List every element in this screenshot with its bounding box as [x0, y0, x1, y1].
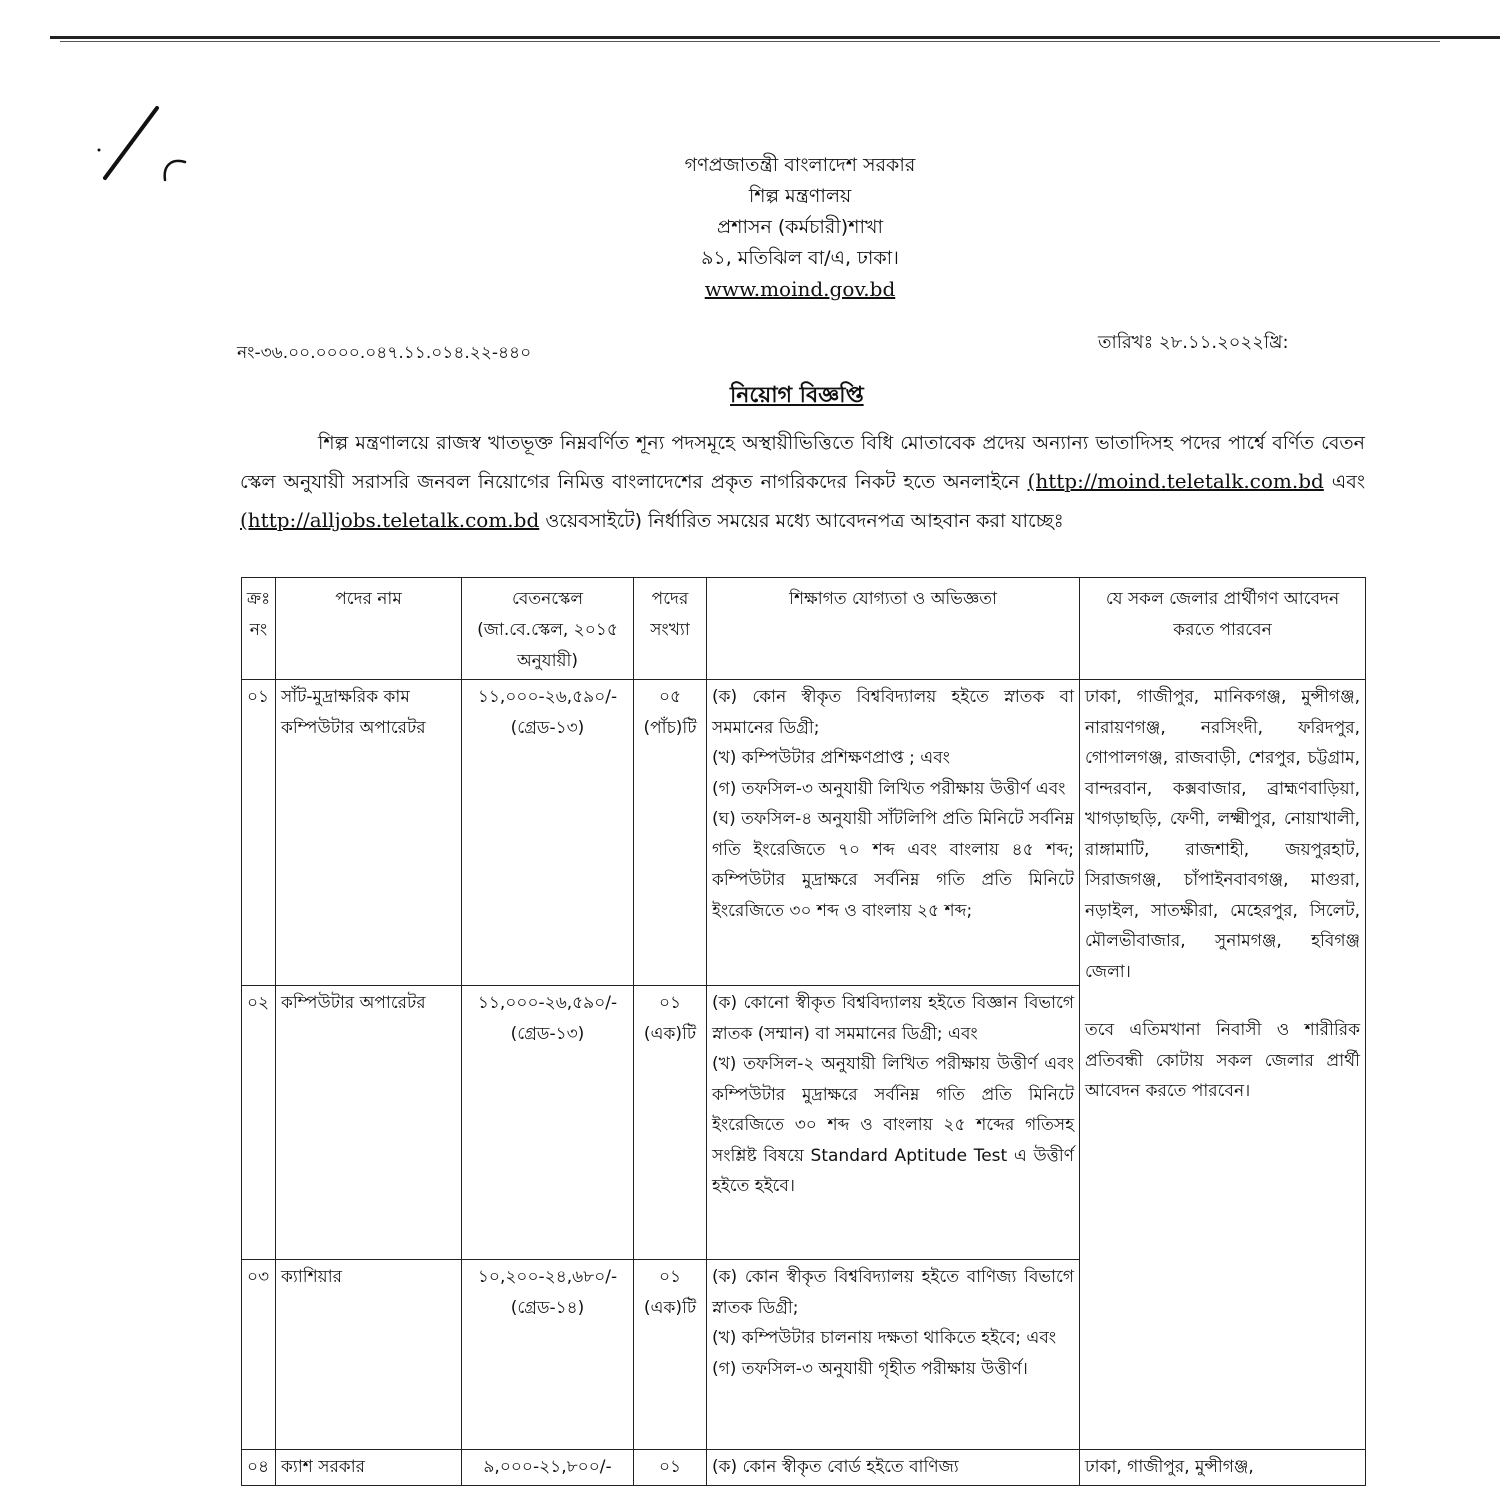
row-count-cell	[634, 986, 707, 1260]
row-count-words: (এক)টি	[643, 1023, 697, 1044]
qualification-item: (ক) কোনো স্বীকৃত বিশ্ববিদ্যালয় হইতে বিজ্ঞান বিভাগে স্নাতক (সম্মান) বা সমমানের ডিগ্রী; এবং	[712, 993, 1074, 1044]
qualification-item: (খ) কম্পিউটার চালনায় দক্ষতা থাকিতে হইবে; এবং	[712, 1328, 1057, 1348]
header-serial: ক্রঃ নং	[242, 578, 276, 680]
row-count-cell	[634, 680, 707, 986]
row-count-words: (পাঁচ)টি	[643, 717, 697, 738]
header-pay-scale: বেতনস্কেল (জা.বে.স্কেল, ২০১৫ অনুযায়ী)	[462, 578, 634, 680]
row-count: ০১	[658, 993, 682, 1013]
row-post-name: কম্পিউটার অপারেটর	[276, 986, 462, 1260]
intro-text-part2: ওয়েবসাইটে) নির্ধারিত সময়ের মধ্যে আবেদনপত্র আহবান করা যাচ্ছেঃ	[545, 510, 1064, 532]
qualification-item: (গ) তফসিল-৩ অনুযায়ী গৃহীত পরীক্ষায় উত্তীর্ণ।	[712, 1358, 1028, 1379]
row-qualifications	[707, 680, 1080, 986]
teletalk-alljobs-link[interactable]: (http://alljobs.teletalk.com.bd	[240, 508, 540, 532]
row-pay-scale-cell	[462, 986, 634, 1260]
qualification-item: (ক) কোন স্বীকৃত বিশ্ববিদ্যালয় হইতে স্নাতক বা সমমানের ডিগ্রী;	[712, 687, 1074, 738]
row-serial: ০৪	[242, 1450, 276, 1486]
eligible-districts-cell	[1080, 680, 1366, 1450]
intro-conjunction: এবং	[1331, 471, 1366, 493]
row-post-name: ক্যাশ সরকার	[276, 1450, 462, 1486]
header-post-name: পদের নাম	[276, 578, 462, 680]
ministry-website-link[interactable]: www.moind.gov.bd	[704, 277, 896, 301]
row-qualifications	[707, 1450, 1080, 1486]
row-post-name: সাঁট-মুদ্রাক্ষরিক কাম কম্পিউটার অপারেটর	[276, 680, 462, 986]
row-serial: ০৩	[242, 1260, 276, 1450]
table-row	[242, 1450, 1366, 1486]
row-pay-scale: ৯,০০০-২১,৮০০/-	[462, 1450, 634, 1486]
quota-exception-note: তবে এতিমখানা নিবাসী ও শারীরিক প্রতিবন্ধী কোটায় সকল জেলার প্রার্থী আবেদন করতে পারবেন।	[1085, 1020, 1360, 1101]
row-pay-scale-cell	[462, 1260, 634, 1450]
row-post-name: ক্যাশিয়ার	[276, 1260, 462, 1450]
row-grade: (গ্রেড-১৪)	[510, 1297, 585, 1318]
qualification-item: (ক) কোন স্বীকৃত বোর্ড হইতে বাণিজ্য	[712, 1457, 959, 1477]
row-pay-scale-cell	[462, 680, 634, 986]
row-pay-scale: ১১,০০০-২৬,৫৯০/-	[477, 687, 618, 707]
qualification-item: (খ) তফসিল-২ অনুযায়ী লিখিত পরীক্ষায় উত্তীর্ণ এবং কম্পিউটার মুদ্রাক্ষরে সর্বনিম্ন গতি প্রতি মিনিটে ইংরেজিতে ৩০ শব্দ ও বাংলায় ২৫ শব্দের গতিসহ সংশ্লিষ্ট বিষয়ে Standard Aptitude Test এ উত্তীর্ণ হইতে হইবে।	[712, 1054, 1074, 1196]
notice-date: তারিখঃ ২৮.১১.২০২২খ্রি:	[1098, 332, 1289, 353]
eligible-districts-list: ঢাকা, গাজীপুর, মানিকগঞ্জ, মুন্সীগঞ্জ, নারায়ণগঞ্জ, নরসিংদী, ফরিদপুর, গোপালগঞ্জ, রাজবাড়ী, শেরপুর, চট্টগ্রাম, বান্দরবান, কক্সবাজার, ব্রাহ্মণবাড়িয়া, খাগড়াছড়ি, ফেণী, লক্ষ্মীপুর, নোয়াখালী, রাঙ্গামাটি, রাজশাহী, জয়পুরহাট, সিরাজগঞ্জ, চাঁপাইনবাবগঞ্জ, মাগুরা, নড়াইল, সাতক্ষীরা, মেহেরপুর, সিলেট, মৌলভীবাজার, সুনামগঞ্জ, হবিগঞ্জ জেলা।	[1085, 687, 1360, 982]
qualification-item: (গ) তফসিল-৩ অনুযায়ী লিখিত পরীক্ষায় উত্তীর্ণ এবং	[712, 778, 1066, 799]
eligible-districts-list-2: ঢাকা, গাজীপুর, মুন্সীগঞ্জ,	[1080, 1450, 1366, 1486]
ministry-name: শিল্প মন্ত্রণালয়	[748, 185, 852, 207]
qualification-item: (ঘ) তফসিল-৪ অনুযায়ী সাঁটলিপি প্রতি মিনিটে সর্বনিম্ন গতি ইংরেজিতে ৭০ শব্দ এবং বাংলায় ৪৫ শব্দ; কম্পিউটার মুদ্রাক্ষরে সর্বনিম্ন গতি প্রতি মিনিটে ইংরেজিতে ৩০ শব্দ ও বাংলায় ২৫ শব্দ;	[712, 809, 1074, 921]
row-pay-scale: ১১,০০০-২৬,৫৯০/-	[477, 993, 618, 1013]
notice-title: নিয়োগ বিজ্ঞপ্তি	[730, 383, 864, 408]
row-grade: (গ্রেড-১৩)	[510, 717, 585, 738]
section-name: প্রশাসন (কর্মচারী)শাখা	[717, 216, 883, 238]
vacancy-table	[241, 577, 1366, 1486]
row-serial: ০২	[242, 986, 276, 1260]
row-pay-scale: ১০,২০০-২৪,৬৮০/-	[477, 1267, 618, 1287]
row-qualifications	[707, 1260, 1080, 1450]
teletalk-moind-link[interactable]: (http://moind.teletalk.com.bd	[1027, 469, 1324, 493]
pen-mark-scribble	[95, 100, 205, 190]
government-name: গণপ্রজাতন্ত্রী বাংলাদেশ সরকার	[684, 154, 916, 176]
top-scan-rule	[50, 36, 1500, 39]
header-eligible-districts: যে সকল জেলার প্রার্থীগণ আবেদন করতে পারবেন	[1080, 578, 1366, 680]
row-count: ০১	[658, 1267, 682, 1287]
row-grade: (গ্রেড-১৩)	[510, 1023, 585, 1044]
office-address: ৯১, মতিঝিল বা/এ, ঢাকা।	[701, 247, 899, 269]
intro-text-part1: শিল্প মন্ত্রণালয়ে রাজস্ব খাতভূক্ত নিম্নবর্ণিত শূন্য পদসমূহে অস্থায়ীভিত্তিতে বিধি মোতাবেক প্রদেয় অন্যান্য ভাতাদিসহ পদের পার্শ্বে বর্ণিত বেতন স্কেল অনুযায়ী সরাসরি জনবল নিয়োগের নিমিত্ত বাংলাদেশের প্রকৃত নাগরিকদের নিকট হতে অনলাইনে	[240, 432, 1365, 493]
row-serial: ০১	[242, 680, 276, 986]
row-count: ০১	[634, 1450, 707, 1486]
row-count-cell	[634, 1260, 707, 1450]
row-count-words: (এক)টি	[643, 1297, 697, 1318]
row-qualifications	[707, 986, 1080, 1260]
qualification-item: (ক) কোন স্বীকৃত বিশ্ববিদ্যালয় হইতে বাণিজ্য বিভাগে স্নাতক ডিগ্রী;	[712, 1267, 1074, 1318]
letterhead	[600, 150, 1000, 305]
memo-number: নং-৩৬.০০.০০০০.০৪৭.১১.০১৪.২২-৪৪০	[237, 343, 532, 363]
qualification-item: (খ) কম্পিউটার প্রশিক্ষণপ্রাপ্ত ; এবং	[712, 748, 950, 768]
table-row	[242, 680, 1366, 986]
row-count: ০৫	[658, 687, 682, 707]
header-qualification: শিক্ষাগত যোগ্যতা ও অভিজ্ঞতা	[707, 578, 1080, 680]
header-post-count: পদের সংখ্যা	[634, 578, 707, 680]
table-header-row	[242, 578, 1366, 680]
intro-paragraph	[240, 424, 1365, 540]
top-scan-rule-secondary	[60, 41, 1440, 42]
